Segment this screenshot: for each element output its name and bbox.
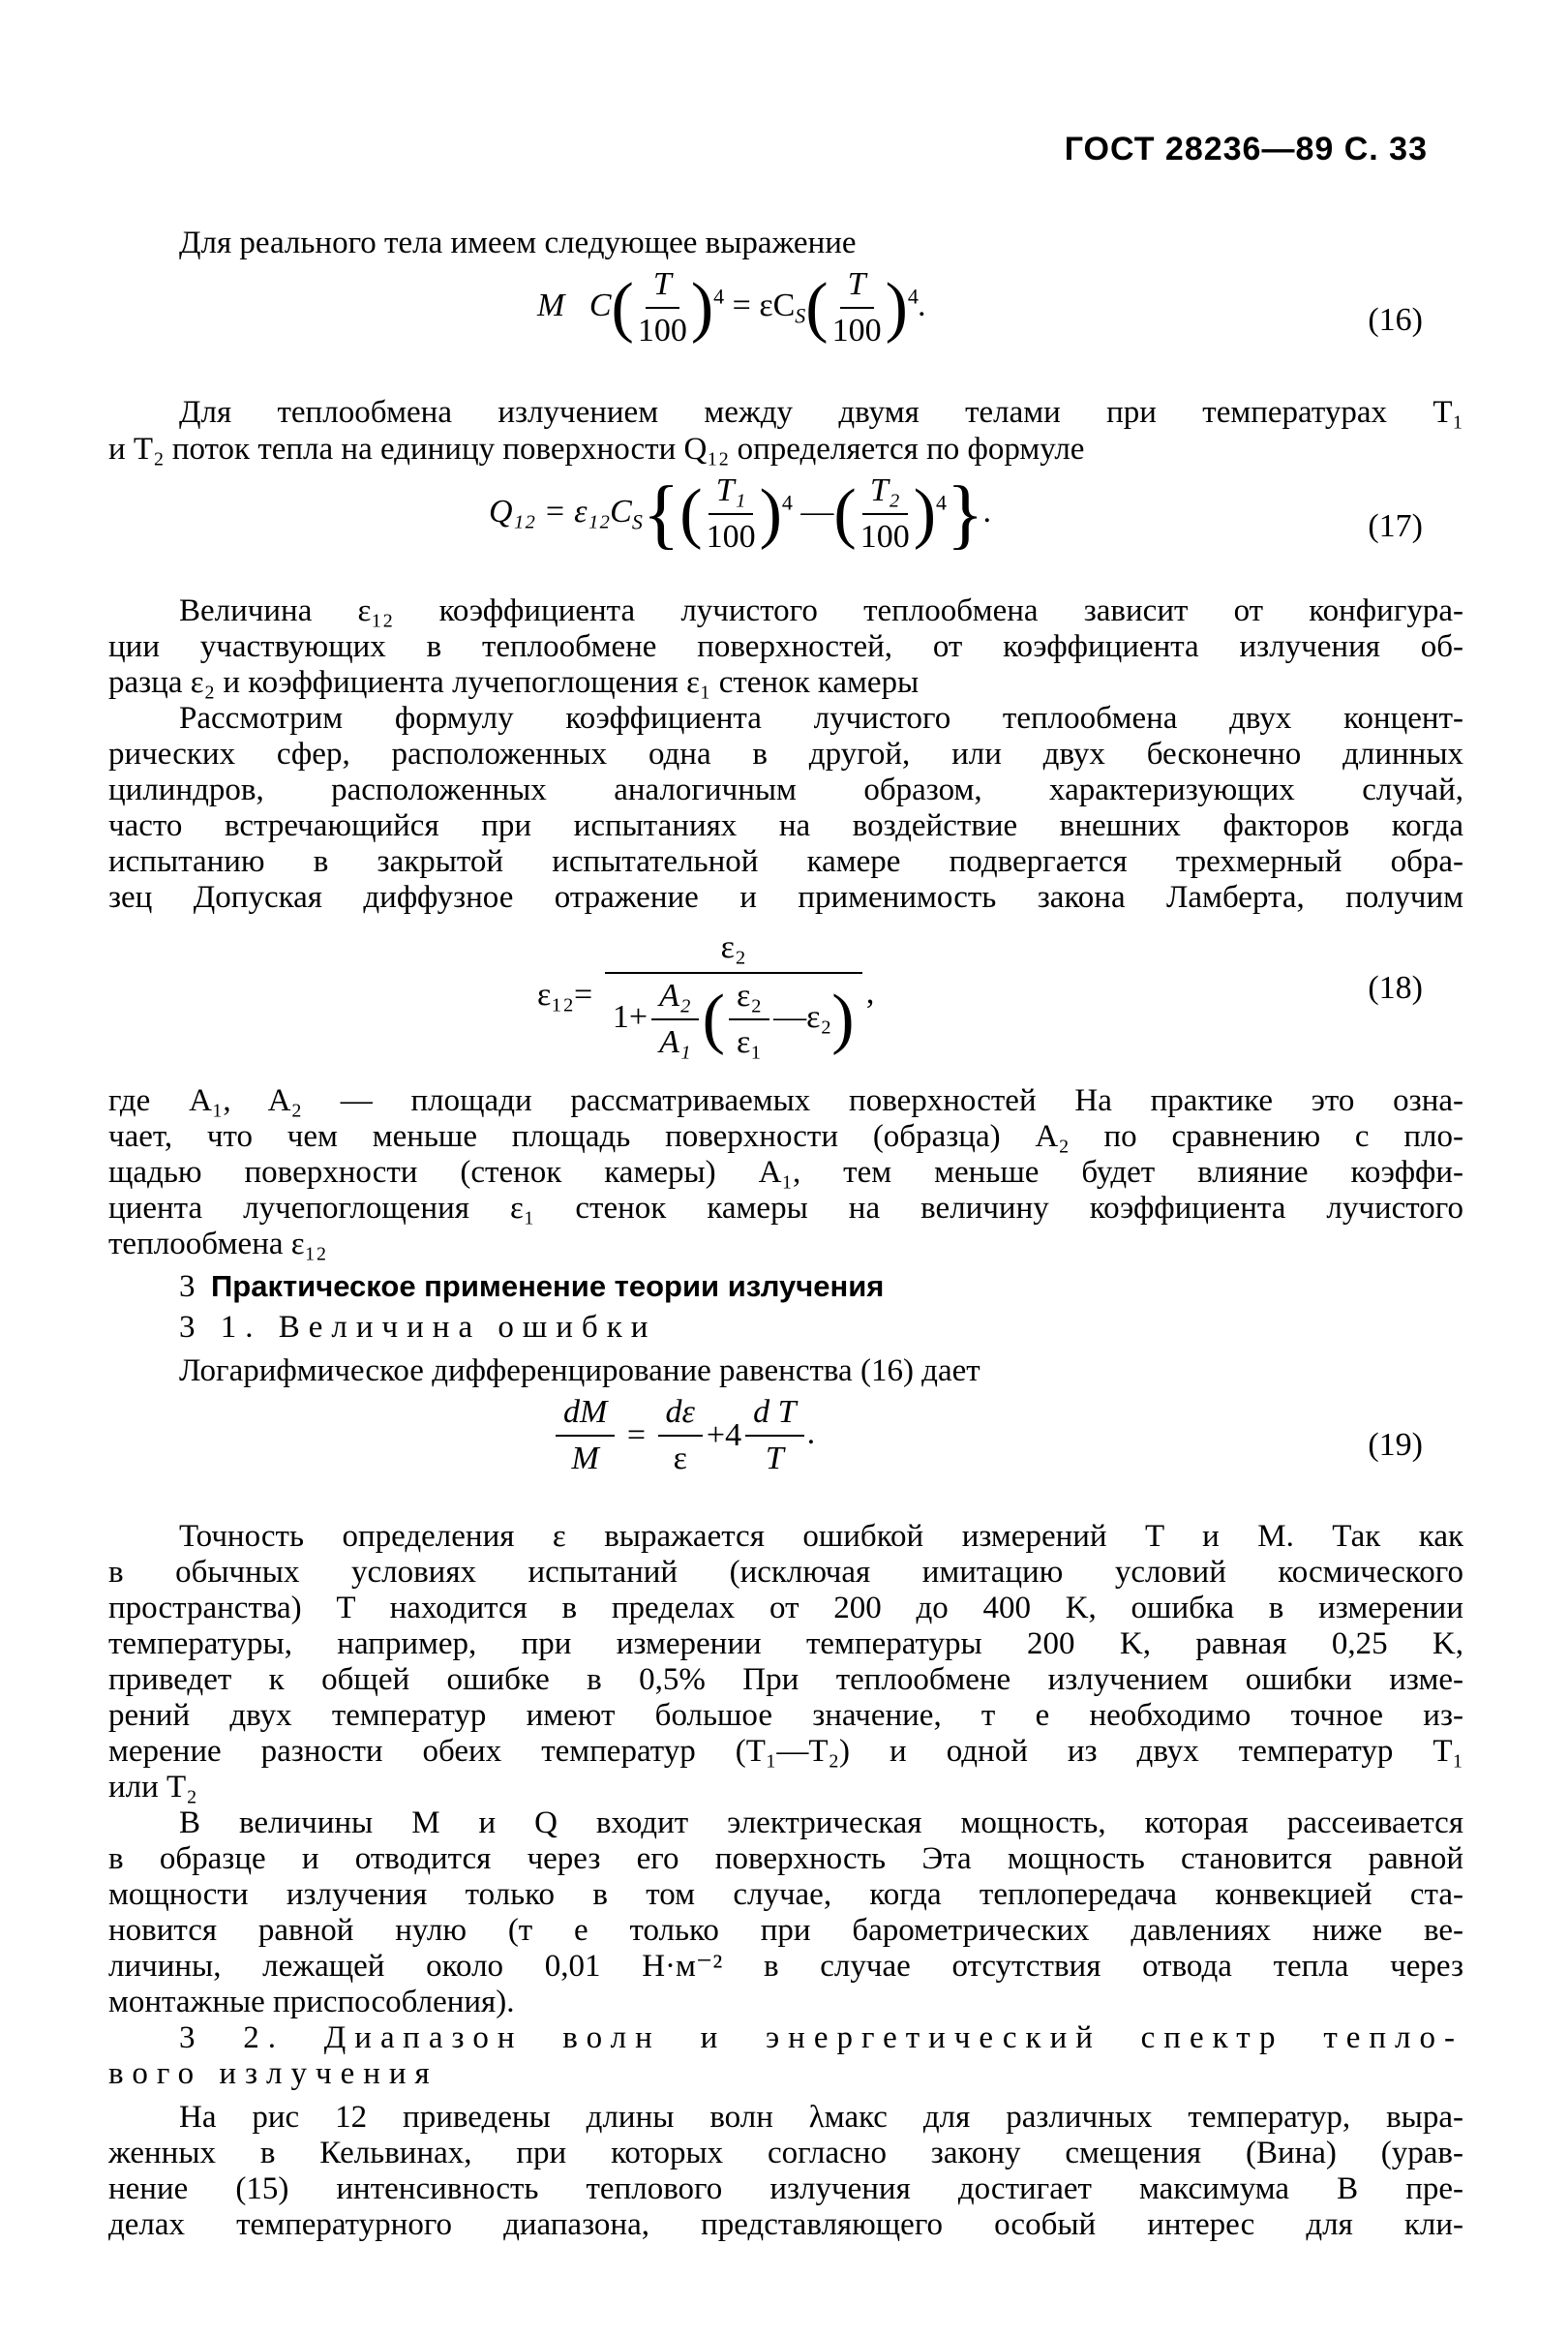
equation-19: $\frac{dM}{M}$ = $\frac{d\varepsilon}{\varepsilon}$ +4 $\frac{\text{d T}}{T}$ . [552,1394,816,1477]
paragraph-line: Величина ε₁₂ коэффициента лучистого теплообмена зависит от конфигура- [179,593,1463,628]
paragraph-line: новится равной нулю (т е только при барометрических давлениях ниже ве- [108,1913,1463,1948]
paragraph-line: личины, лежащей около 0,01 Н·м⁻² в случае отсутствия отвода тепла через [108,1949,1463,1984]
equation-18: ε₁₂= ε₂ 1+ $\frac{\text{A₂}}{\text{A₁}}$ ( $\frac{\text{ε₂}}{\text{ε₁}}$ —ε₂) , [537,929,875,1060]
paragraph-line: приведет к общей ошибке в 0,5% При теплообмене излучением ошибки изме- [108,1662,1463,1697]
paragraph-line: в образце и отводится через его поверхность Эта мощность становится равной [108,1841,1463,1876]
paragraph-line: мерение разности обеих температур (T₁—T₂) и одной из двух температур T₁ [108,1734,1463,1769]
paragraph-line: или T₂ [108,1770,197,1805]
paragraph-line: Точность определения ε выражается ошибкой измерений T и M. Так как [179,1519,1463,1554]
paragraph-line: разца ε₂ и коэффициента лучепоглощения ε₁ стенок камеры [108,665,920,700]
paragraph-line: температуры, например, при измерении температуры 200 K, равная 0,25 K, [108,1626,1463,1661]
paragraph-line: мощности излучения только в том случае, когда теплопередача конвекцией ста- [108,1877,1463,1912]
paragraph-line: цилиндров, расположенных аналогичным образом, характеризующих случай, [108,773,1463,807]
paragraph-line: где A₁, A₂ — площади рассматриваемых поверхностей На практике это озна- [108,1083,1463,1118]
paragraph-line: Для теплообмена излучением между двумя телами при температурах T₁ [179,395,1463,430]
section-3-1-heading: 3 1. Величина ошибки [179,1310,657,1345]
paragraph-line: зец Допуская диффузное отражение и применимость закона Ламберта, получим [108,880,1463,915]
equation-17: $Q_{12} = \varepsilon_{12}C_S${( $\frac{\text{T₁}}{100}$ )$^4$ —( $\frac{\text{T₂}}{100}$ )$^4$}. [489,471,992,557]
paragraph-line: Рассмотрим формулу коэффициента лучистого теплообмена двух концент- [179,701,1463,736]
equation-16-number: (16) [1368,302,1423,338]
paragraph-line: делах температурного диапазона, представляющего особый интерес для кли- [108,2207,1463,2242]
paragraph-line: ции участвующих в теплообмене поверхностей, от коэффициента излучения об- [108,629,1463,664]
paragraph-line: в обычных условиях испытаний (исключая имитацию условий космического [108,1555,1463,1590]
paragraph-line: На рис 12 приведены длины волн λмакс для различных температур, выра- [179,2100,1463,2135]
paragraph-line: щадью поверхности (стенок камеры) A₁, тем меньше будет влияние коэффи- [108,1155,1463,1190]
paragraph-line: нение (15) интенсивность теплового излучения достигает максимума В пре- [108,2171,1463,2206]
paragraph-line: чает, что чем меньше площадь поверхности (образца) A₂ по сравнению с пло- [108,1119,1463,1154]
section-3-2-heading-cont: вого излучения [108,2056,438,2091]
paragraph-line: циента лучепоглощения ε₁ стенок камеры на величину коэффициента лучистого [108,1191,1463,1226]
equation-17-number: (17) [1368,508,1423,544]
paragraph-line: испытанию в закрытой испытательной камере подвергается трехмерный обра- [108,844,1463,879]
paragraph-line: теплообмена ε₁₂ [108,1227,327,1261]
equation-16: M C( $\frac{T}{100}$ )$^4 = \varepsilon C_S$( $\frac{T}{100}$ )$^4$. [537,266,927,349]
paragraph-line: Логарифмическое дифференцирование равенства (16) дает [179,1353,980,1388]
equation-19-number: (19) [1368,1427,1423,1463]
paragraph-line: женных в Кельвинах, при которых согласно закону смещения (Вина) (урав- [108,2136,1463,2170]
paragraph-line: и T₂ поток тепла на единицу поверхности Q₁₂ определяется по формуле [108,432,1085,467]
paragraph-line: рений двух температур имеют большое значение, т е необходимо точное из- [108,1698,1463,1733]
section-3-heading: 3 Практическое применение теории излучения [179,1269,885,1304]
paragraph-line: В величины M и Q входит электрическая мощность, которая рассеивается [179,1805,1463,1840]
page-header: ГОСТ 28236—89 С. 33 [1064,131,1428,167]
paragraph-line: монтажные приспособления). [108,1985,515,2019]
paragraph-line: часто встречающийся при испытаниях на воздействие внешних факторов когда [108,808,1463,843]
equation-18-number: (18) [1368,970,1423,1006]
paragraph-line: пространства) T находится в пределах от 200 до 400 K, ошибка в измерении [108,1591,1463,1625]
paragraph-line: рических сфер, расположенных одна в другой, или двух бесконечно длинных [108,737,1463,772]
section-3-2-heading: 3 2. Диапазон волн и энергетический спектр тепло- [179,2020,1463,2055]
intro-text: Для реального тела имеем следующее выражение [179,226,857,260]
